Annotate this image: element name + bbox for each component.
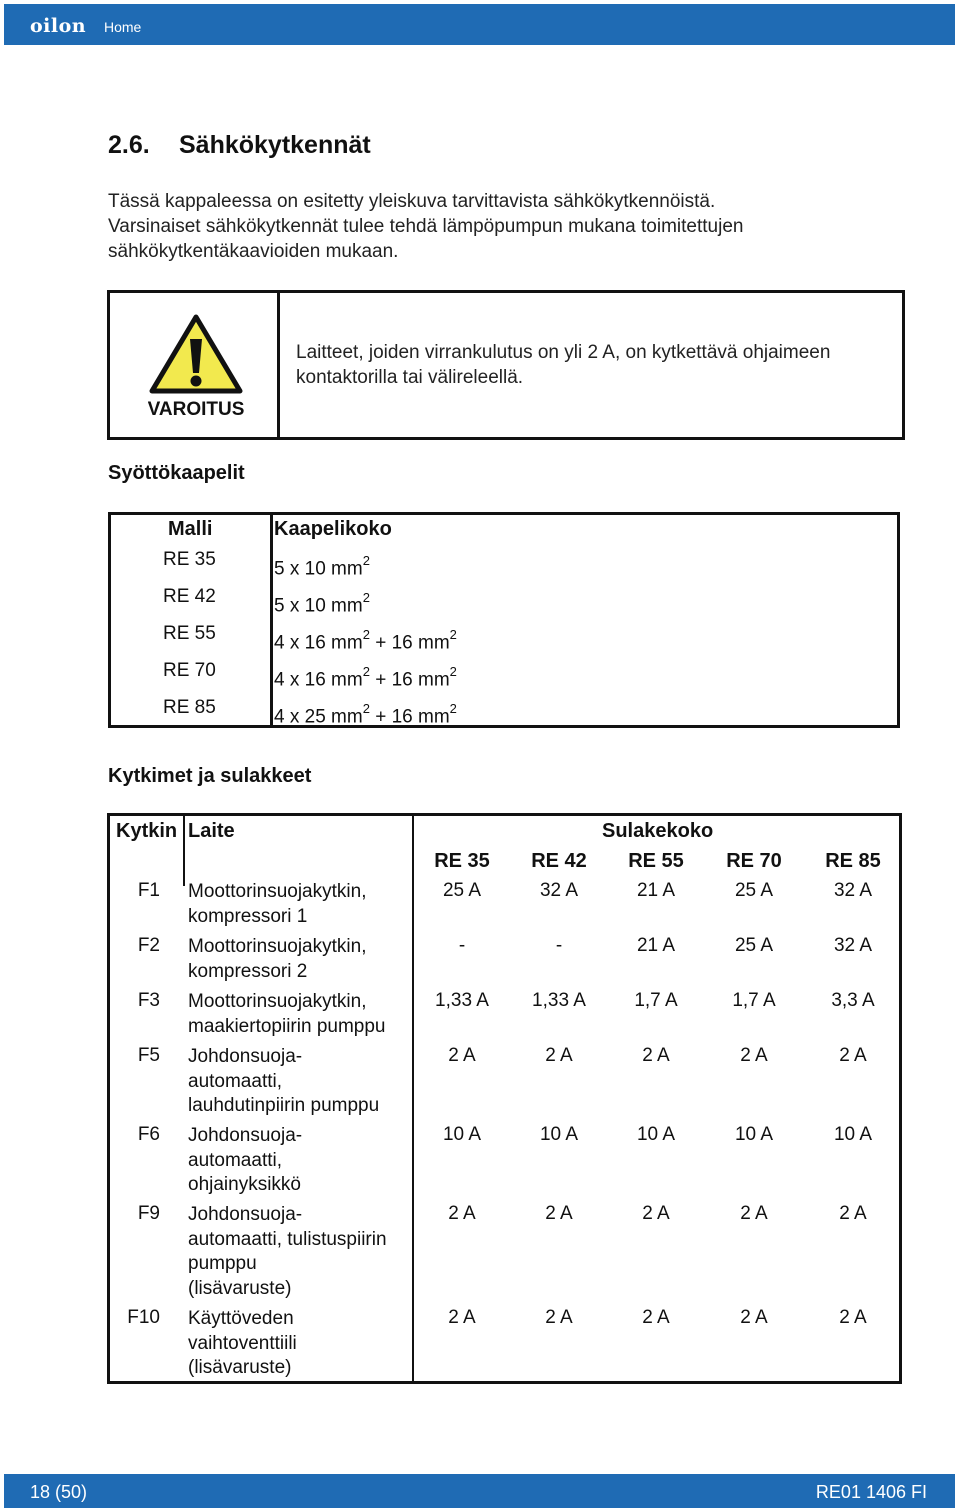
model-header: RE 85	[825, 850, 881, 872]
section-title: Sähkökytkennät	[179, 131, 371, 159]
col-header-switch: Kytkin	[116, 820, 178, 842]
device-description: Käyttöveden vaihtoventtiili (lisävaruste)	[188, 1308, 297, 1378]
cable-size: 5 x 10 $mm^2$	[274, 553, 370, 580]
switch-id: F6	[137, 1124, 160, 1145]
fuse-value: 10 A	[539, 1124, 579, 1145]
document-code: RE01 1406 FI	[815, 1482, 927, 1502]
fuse-value: -	[555, 935, 563, 956]
fuse-value: 25 A	[734, 935, 774, 956]
fuse-value: 1,7 A	[732, 990, 776, 1011]
fuse-value: 10 A	[734, 1124, 774, 1145]
fuse-value: 2 A	[545, 1307, 573, 1328]
fuse-value: 2 A	[448, 1307, 476, 1328]
cables-heading: Syöttökaapelit	[108, 462, 245, 484]
fuse-value: 2 A	[740, 1307, 768, 1328]
col-header-device: Laite	[188, 820, 235, 842]
intro-line: sähkökytkentäkaavioiden mukaan.	[108, 241, 399, 262]
device-description: Johdonsuoja- automaatti, tulistuspiirin pumppu (lisävaruste)	[188, 1204, 387, 1299]
intro-paragraph	[108, 189, 868, 264]
cable-model: RE 42	[163, 586, 216, 607]
oilon-logo[interactable]: oilon	[30, 15, 87, 37]
device-description: Moottorinsuojakytkin, maakiertopiirin pumppu	[188, 991, 386, 1037]
fuse-value: 2 A	[740, 1203, 768, 1224]
section-number: 2.6.	[108, 131, 150, 159]
switch-id: F5	[137, 1045, 160, 1066]
page-number: 18 (50)	[30, 1482, 88, 1502]
header-subtitle[interactable]: Home	[104, 19, 142, 35]
footer-bar	[4, 1474, 955, 1508]
cable-model: RE 85	[163, 697, 216, 718]
switch-id: F9	[137, 1203, 160, 1224]
cable-model: RE 70	[163, 660, 216, 681]
fuse-value: 21 A	[636, 880, 676, 901]
fuse-value: 2 A	[448, 1203, 476, 1224]
fuse-value: -	[458, 935, 466, 956]
cable-size: 4 x 25 $mm^2 + 16$ $mm^2$	[274, 701, 457, 728]
fuse-value: 2 A	[839, 1307, 867, 1328]
col-header-fuse: Sulakekoko	[602, 820, 714, 842]
header-bar	[4, 4, 955, 45]
fuse-value: 2 A	[545, 1203, 573, 1224]
fuse-value: 2 A	[642, 1045, 670, 1066]
cable-size: 5 x 10 $mm^2$	[274, 590, 370, 617]
cable-model: RE 35	[163, 549, 216, 570]
cable-table	[108, 512, 900, 728]
fuse-value: 2 A	[642, 1307, 670, 1328]
model-header: RE 35	[434, 850, 490, 872]
warning-divider	[277, 293, 280, 437]
device-description: Moottorinsuojakytkin, kompressori 1	[188, 881, 367, 927]
fuse-value: 3,3 A	[831, 990, 875, 1011]
warning-box	[107, 290, 905, 440]
model-header: RE 42	[531, 850, 587, 872]
fuse-value: 2 A	[642, 1203, 670, 1224]
fuse-value: 21 A	[636, 935, 676, 956]
cable-size: 4 x 16 $mm^2 + 16$ $mm^2$	[274, 627, 457, 654]
cable-size: 4 x 16 $mm^2 + 16$ $mm^2$	[274, 664, 457, 691]
fuse-value: 10 A	[636, 1124, 676, 1145]
col-header-model: Malli	[168, 518, 213, 540]
warning-text	[296, 340, 896, 390]
switch-id: F10	[127, 1307, 160, 1328]
fuse-value: 2 A	[740, 1045, 768, 1066]
table-divider	[183, 816, 185, 886]
device-description: Johdonsuoja- automaatti, lauhdutinpiirin pumppu	[188, 1046, 380, 1116]
switch-id: F3	[137, 990, 160, 1011]
fuse-value: 1,33 A	[435, 990, 489, 1011]
fuse-value: 1,33 A	[532, 990, 586, 1011]
fuse-value: 2 A	[839, 1203, 867, 1224]
cable-model: RE 55	[163, 623, 216, 644]
warning-line: Laitteet, joiden virrankulutus on yli 2 A, on kytkettävä ohjaimeen	[296, 342, 831, 363]
warning-triangle-icon	[148, 313, 244, 421]
fuse-value: 32 A	[833, 935, 873, 956]
table-divider	[270, 515, 273, 725]
model-header: RE 70	[726, 850, 782, 872]
fuse-value: 2 A	[448, 1045, 476, 1066]
col-header-size: Kaapelikoko	[274, 518, 392, 540]
fuse-value: 2 A	[839, 1045, 867, 1066]
model-header: RE 55	[628, 850, 684, 872]
fuse-table	[107, 813, 902, 1384]
fuse-value: 10 A	[833, 1124, 873, 1145]
device-description: Moottorinsuojakytkin, kompressori 2	[188, 936, 367, 982]
fuse-value: 25 A	[442, 880, 482, 901]
fuse-value: 25 A	[734, 880, 774, 901]
fuse-value: 32 A	[833, 880, 873, 901]
intro-line: Tässä kappaleessa on esitetty yleiskuva tarvittavista sähkökytkennöistä.	[108, 191, 716, 212]
intro-line: Varsinaiset sähkökytkennät tulee tehdä lämpöpumpun mukana toimitettujen	[108, 216, 744, 237]
device-description: Johdonsuoja- automaatti, ohjainyksikkö	[188, 1125, 303, 1195]
warning-line: kontaktorilla tai välireleellä.	[296, 367, 524, 388]
fuse-value: 2 A	[545, 1045, 573, 1066]
switch-id: F1	[137, 880, 160, 901]
fuse-value: 1,7 A	[634, 990, 678, 1011]
fuse-value: 32 A	[539, 880, 579, 901]
fuse-value: 10 A	[442, 1124, 482, 1145]
fuses-heading: Kytkimet ja sulakkeet	[108, 765, 312, 787]
warning-label: VAROITUS	[148, 399, 244, 420]
switch-id: F2	[137, 935, 160, 956]
